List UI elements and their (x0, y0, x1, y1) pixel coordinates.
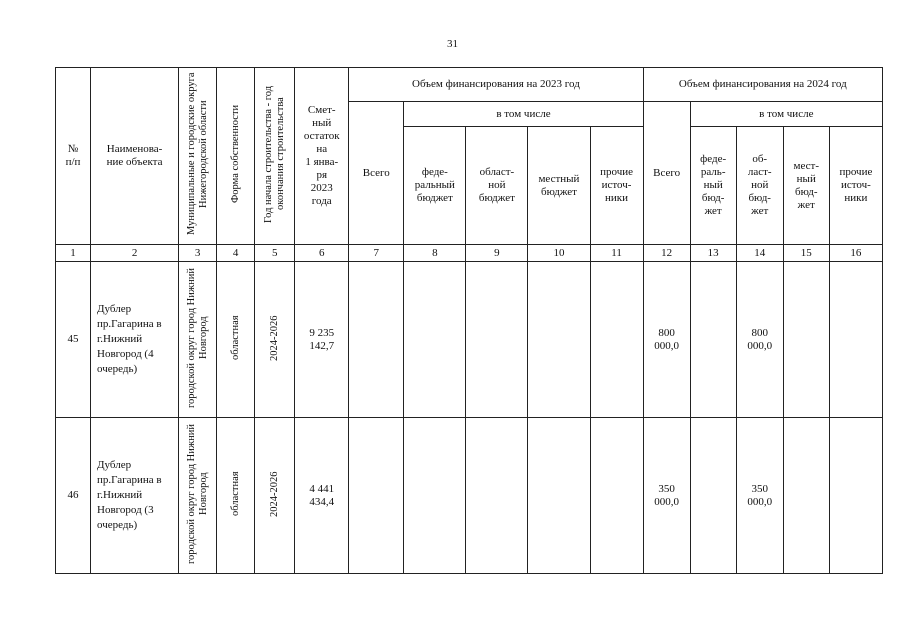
cell-empty (783, 262, 829, 418)
cell-empty (590, 418, 643, 574)
row-years: 2024-2026 (255, 262, 295, 418)
row-regional-2024: 800 000,0 (736, 262, 783, 418)
cell-empty (590, 262, 643, 418)
column-number: 1 (56, 245, 91, 262)
column-number: 3 (179, 245, 217, 262)
column-number: 11 (590, 245, 643, 262)
row-num: 45 (56, 262, 91, 418)
header-regional-2024: об- ласт- ной бюд- жет (736, 127, 783, 245)
header-regional-2023: област- ной бюджет (466, 127, 528, 245)
column-number: 12 (643, 245, 690, 262)
header-incl-2023: в том числе (404, 102, 643, 127)
cell-empty (829, 262, 882, 418)
header-local-2024: мест- ный бюд- жет (783, 127, 829, 245)
header-incl-2024: в том числе (690, 102, 882, 127)
column-number: 2 (91, 245, 179, 262)
header-row-1 (56, 68, 883, 102)
cell-empty (528, 418, 590, 574)
header-fin-2024: Объем финансирования на 2024 год (643, 68, 882, 102)
column-number: 14 (736, 245, 783, 262)
column-number: 16 (829, 245, 882, 262)
column-number: 4 (217, 245, 255, 262)
row-years: 2024-2026 (255, 418, 295, 574)
header-municipality: Муниципальные и городские округа Нижегородской области (179, 68, 217, 245)
column-number: 13 (690, 245, 736, 262)
header-name: Наименова- ние объекта (91, 68, 179, 245)
page-number: 31 (447, 38, 458, 50)
header-federal-2024: феде- раль- ный бюд- жет (690, 127, 736, 245)
row-total-2024: 350 000,0 (643, 418, 690, 574)
column-number: 8 (404, 245, 466, 262)
header-federal-2023: феде- ральный бюджет (404, 127, 466, 245)
header-total-2024: Всего (643, 102, 690, 245)
header-num: № п/п (56, 68, 91, 245)
column-number: 7 (349, 245, 404, 262)
header-estimate: Смет- ный остаток на 1 янва- ря 2023 года (295, 68, 349, 245)
row-municipality: городской округ город Нижний Новгород (179, 262, 217, 418)
header-fin-2023: Объем финансирования на 2023 год (349, 68, 643, 102)
row-regional-2024: 350 000,0 (736, 418, 783, 574)
column-number-row (56, 245, 883, 262)
cell-empty (404, 262, 466, 418)
cell-empty (404, 418, 466, 574)
cell-empty (829, 418, 882, 574)
header-local-2023: местный бюджет (528, 127, 590, 245)
table-row (56, 418, 883, 574)
financing-table (55, 67, 883, 574)
header-other-2024: прочие источ- ники (829, 127, 882, 245)
column-number: 15 (783, 245, 829, 262)
column-number: 5 (255, 245, 295, 262)
cell-empty (690, 262, 736, 418)
row-estimate: 4 441 434,4 (295, 418, 349, 574)
row-object-name: Дублер пр.Гагарина в г.Нижний Новгород (4 очередь) (91, 262, 179, 418)
header-total-2023: Всего (349, 102, 404, 245)
row-num: 46 (56, 418, 91, 574)
row-total-2024: 800 000,0 (643, 262, 690, 418)
row-ownership: областная (217, 418, 255, 574)
cell-empty (466, 418, 528, 574)
cell-empty (349, 418, 404, 574)
cell-empty (349, 262, 404, 418)
cell-empty (690, 418, 736, 574)
row-municipality: городской округ город Нижний Новгород (179, 418, 217, 574)
header-years: Год начала строительства - год окончания строительства (255, 68, 295, 245)
column-number: 9 (466, 245, 528, 262)
row-ownership: областная (217, 262, 255, 418)
cell-empty (466, 262, 528, 418)
cell-empty (783, 418, 829, 574)
header-other-2023: прочие источ- ники (590, 127, 643, 245)
row-estimate: 9 235 142,7 (295, 262, 349, 418)
column-number: 6 (295, 245, 349, 262)
cell-empty (528, 262, 590, 418)
column-number: 10 (528, 245, 590, 262)
table-row (56, 262, 883, 418)
header-ownership: Форма собственности (217, 68, 255, 245)
row-object-name: Дублер пр.Гагарина в г.Нижний Новгород (3 очередь) (91, 418, 179, 574)
